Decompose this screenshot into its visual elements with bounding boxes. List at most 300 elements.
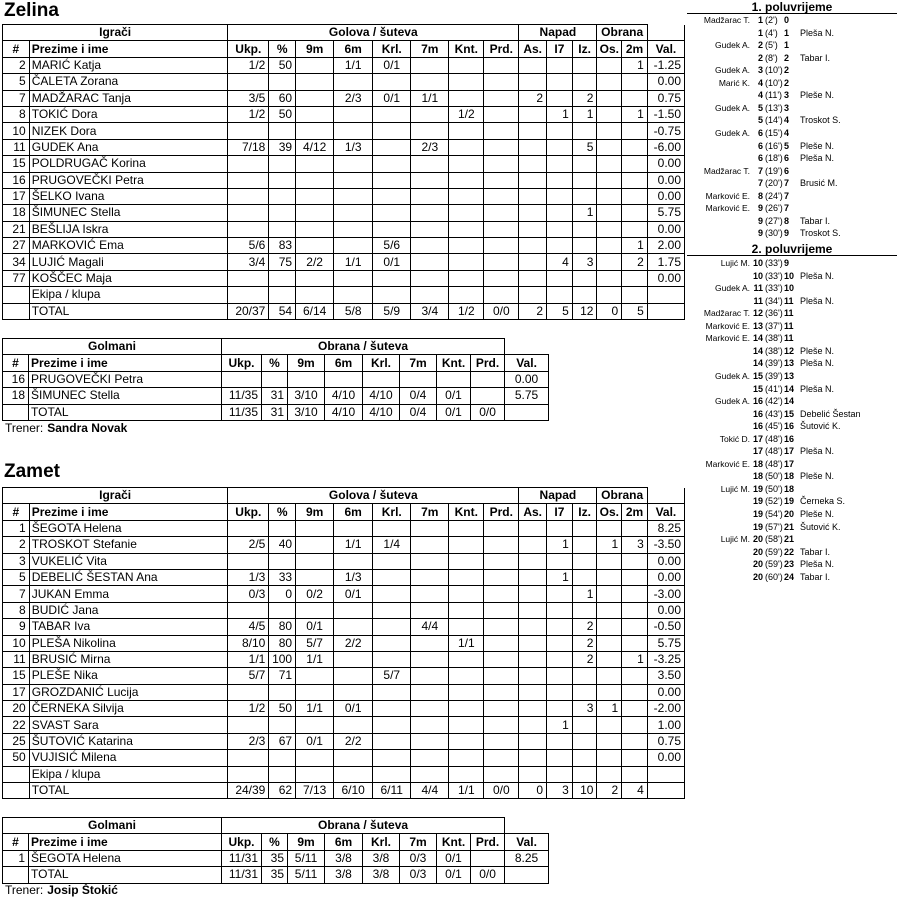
table-cell [449, 602, 484, 618]
home-score: 16 [752, 421, 763, 432]
table-cell: 1 [622, 106, 648, 122]
table-cell [449, 684, 484, 700]
table-cell [449, 520, 484, 536]
table-cell [622, 635, 648, 651]
table-cell: 1 [572, 586, 597, 602]
away-score: 9 [784, 228, 790, 239]
table-cell: 16 [3, 172, 30, 188]
away-scorer: Troskot S. [800, 228, 841, 239]
table-cell: 21 [3, 221, 30, 237]
table-cell: 1 [622, 238, 648, 254]
away-score: 17 [784, 446, 795, 457]
home-scorer: Tokić D. [719, 433, 750, 444]
column-header: # [3, 355, 29, 371]
table-cell: 5/6 [228, 238, 269, 254]
table-cell: 5.75 [505, 388, 549, 404]
table-cell [449, 750, 484, 766]
away-score: 18 [784, 483, 795, 494]
score-event [687, 332, 897, 344]
total-cell: 5/9 [373, 303, 411, 319]
table-cell: 0.75 [647, 90, 684, 106]
total-cell: 20/37 [228, 303, 269, 319]
table-cell [373, 520, 411, 536]
table-cell [334, 74, 373, 90]
column-header: Val. [647, 504, 684, 520]
table-cell: POLDRUGAČ Korina [29, 156, 228, 172]
column-header: Ukp. [222, 834, 262, 850]
table-cell [484, 74, 519, 90]
away-scorer: Pleša N. [800, 446, 835, 457]
total-cell: 7/13 [296, 783, 334, 799]
table-cell [547, 520, 573, 536]
table-cell [484, 635, 519, 651]
table-cell [334, 221, 373, 237]
table-cell [597, 520, 622, 536]
ekipa-label: Ekipa / klupa [29, 287, 228, 303]
group-igraci: Igrači [3, 488, 228, 504]
score-event [687, 102, 897, 114]
total-cell: TOTAL [29, 404, 222, 420]
total-cell: 2 [519, 303, 547, 319]
table-cell: -2.00 [647, 701, 684, 717]
table-cell [449, 238, 484, 254]
table-cell [471, 388, 505, 404]
table-cell [597, 750, 622, 766]
score-event [687, 89, 897, 101]
away-scorer: Tabar I. [800, 52, 831, 63]
table-cell: PRUGOVEČKI Petra [29, 371, 222, 387]
table-cell [334, 684, 373, 700]
away-score: 2 [784, 77, 790, 88]
table-cell [572, 733, 597, 749]
table-cell [547, 668, 573, 684]
table-cell [373, 553, 411, 569]
away-scorer: Šutović K. [800, 521, 841, 532]
table-cell [597, 569, 622, 585]
table-cell [597, 651, 622, 667]
table-cell [449, 221, 484, 237]
table-row [3, 106, 685, 122]
away-scorer: Pleše N. [800, 140, 835, 151]
table-cell [519, 188, 547, 204]
score-event [687, 345, 897, 357]
table-cell [296, 602, 334, 618]
table-cell: 7 [3, 90, 30, 106]
table-row [3, 188, 685, 204]
table-cell [449, 205, 484, 221]
table-cell [622, 520, 648, 536]
home-score: 20 [752, 546, 763, 557]
home-score: 9 [757, 203, 763, 214]
home-score: 6 [757, 140, 763, 151]
table-cell: 0/1 [334, 586, 373, 602]
home-scorer: Gudek A. [715, 65, 750, 76]
home-score: 14 [752, 358, 763, 369]
table-cell: 3/4 [228, 254, 269, 270]
home-players-table [2, 24, 685, 320]
column-header: Prezime i ime [29, 41, 228, 57]
table-cell [449, 123, 484, 139]
table-cell [547, 221, 573, 237]
score-event [687, 27, 897, 39]
table-cell: 5/7 [228, 668, 269, 684]
total-cell: 0/0 [471, 867, 505, 883]
column-header: % [262, 834, 288, 850]
table-row [3, 701, 685, 717]
away-score: 1 [784, 27, 790, 38]
half2-divider [687, 255, 897, 256]
column-header: 6m [325, 355, 363, 371]
total-cell: 3/8 [325, 867, 363, 883]
table-cell: 0.75 [647, 733, 684, 749]
home-score: 18 [752, 471, 763, 482]
table-cell [484, 684, 519, 700]
minute: (15') [765, 127, 783, 138]
table-cell [622, 733, 648, 749]
table-cell [449, 57, 484, 73]
table-cell: MADŽARAC Tanja [29, 90, 228, 106]
away-score: 4 [784, 127, 790, 138]
home-score: 18 [752, 458, 763, 469]
table-cell [449, 733, 484, 749]
table-cell: 1/1 [334, 254, 373, 270]
table-cell: TOKIĆ Dora [29, 106, 228, 122]
table-cell: 0/1 [296, 733, 334, 749]
away-coach [5, 883, 118, 897]
table-cell: 0.00 [647, 684, 684, 700]
home-score: 17 [752, 433, 763, 444]
table-cell [597, 668, 622, 684]
total-cell: 5 [547, 303, 573, 319]
table-cell: MARIĆ Katja [29, 57, 228, 73]
table-cell [519, 254, 547, 270]
table-cell [269, 602, 296, 618]
table-cell [622, 221, 648, 237]
home-score: 9 [757, 228, 763, 239]
table-cell: 10 [3, 635, 30, 651]
table-cell [296, 238, 334, 254]
home-score: 19 [752, 496, 763, 507]
home-score: 17 [752, 446, 763, 457]
home-scorer: Gudek A. [715, 40, 750, 51]
minute: (20') [765, 178, 783, 189]
minute: (16') [765, 140, 783, 151]
table-cell: 1/1 [334, 57, 373, 73]
table-cell [449, 156, 484, 172]
table-cell [296, 270, 334, 286]
table-cell [484, 238, 519, 254]
away-score: 11 [784, 295, 794, 306]
table-cell [269, 287, 296, 303]
table-cell [334, 766, 373, 782]
table-cell [449, 188, 484, 204]
table-cell: 50 [269, 701, 296, 717]
table-cell [597, 205, 622, 221]
table-row [3, 156, 685, 172]
table-cell: ČALETA Zorana [29, 74, 228, 90]
column-header: 9m [296, 504, 334, 520]
score-event [687, 320, 897, 332]
away-scorer: Pleša N. [800, 559, 835, 570]
score-event [687, 282, 897, 294]
minute: (38') [765, 345, 783, 356]
minute: (39') [765, 370, 783, 381]
gk-row [3, 388, 549, 404]
table-cell [411, 74, 449, 90]
table-row-ekipa [3, 766, 685, 782]
table-cell [572, 602, 597, 618]
table-cell: 2 [572, 619, 597, 635]
group-blank [505, 339, 549, 355]
table-cell [572, 270, 597, 286]
table-cell [228, 270, 269, 286]
table-cell [269, 717, 296, 733]
home-score: 7 [757, 165, 763, 176]
home-score: 7 [757, 178, 763, 189]
table-cell [519, 205, 547, 221]
home-score: 14 [752, 345, 763, 356]
table-cell [228, 520, 269, 536]
total-cell: 2 [597, 783, 622, 799]
table-cell: 1/1 [296, 651, 334, 667]
table-cell [547, 188, 573, 204]
column-header: Prd. [471, 355, 505, 371]
total-cell [3, 867, 29, 883]
total-cell: 12 [572, 303, 597, 319]
minute: (30') [765, 228, 783, 239]
table-cell [228, 602, 269, 618]
table-cell [373, 270, 411, 286]
table-cell: 1 [597, 537, 622, 553]
table-cell [572, 537, 597, 553]
group-napad: Napad [519, 25, 597, 41]
gk-column-header [3, 834, 549, 850]
away-score: 5 [784, 140, 790, 151]
table-cell: 75 [269, 254, 296, 270]
table-cell [269, 766, 296, 782]
column-header: Krl. [373, 41, 411, 57]
table-cell [572, 57, 597, 73]
table-cell [449, 651, 484, 667]
home-scorer: Gudek A. [715, 102, 750, 113]
gk-group-header [3, 818, 549, 834]
table-cell [449, 74, 484, 90]
table-cell [449, 586, 484, 602]
table-cell: 0.00 [505, 371, 549, 387]
away-score: 20 [784, 509, 795, 519]
table-cell [373, 635, 411, 651]
table-cell [547, 57, 573, 73]
table-cell: 50 [3, 750, 30, 766]
table-cell [622, 668, 648, 684]
table-cell [519, 172, 547, 188]
table-cell: MARKOVIĆ Ema [29, 238, 228, 254]
score-event [687, 307, 897, 319]
home-score: 2 [757, 52, 763, 63]
table-cell: 3 [572, 701, 597, 717]
minute: (54') [765, 509, 783, 519]
home-scorer: Marković E. [705, 333, 750, 344]
table-cell [449, 287, 484, 303]
team-title-away: Zamet [4, 461, 60, 482]
table-cell: 3 [622, 537, 648, 553]
table-cell: 7/18 [228, 139, 269, 155]
table-cell: 3 [572, 254, 597, 270]
away-score: 2 [784, 65, 790, 76]
total-cell: 4 [622, 783, 648, 799]
minute: (59') [765, 559, 783, 570]
away-scorer: Troskot S. [800, 115, 841, 126]
home-score: 2 [757, 40, 763, 51]
minute: (48') [765, 458, 783, 469]
table-cell: 1/1 [296, 701, 334, 717]
away-scorer: Pleša N. [800, 295, 835, 306]
score-event [687, 64, 897, 76]
group-blank [505, 818, 549, 834]
table-cell: 3/5 [228, 90, 269, 106]
table-cell [411, 766, 449, 782]
table-cell [519, 602, 547, 618]
table-cell: 34 [3, 254, 30, 270]
table-cell [519, 766, 547, 782]
table-row [3, 553, 685, 569]
table-cell [572, 750, 597, 766]
table-cell [411, 270, 449, 286]
home-score: 5 [757, 115, 763, 126]
table-row [3, 254, 685, 270]
column-header: 9m [288, 355, 325, 371]
score-event [687, 420, 897, 432]
table-cell: TABAR Iva [29, 619, 228, 635]
home-score: 11 [753, 295, 763, 306]
table-cell [547, 733, 573, 749]
table-row [3, 635, 685, 651]
ekipa-label: Ekipa / klupa [29, 766, 228, 782]
table-cell [519, 270, 547, 286]
table-cell [597, 238, 622, 254]
home-score: 16 [752, 396, 763, 407]
table-row [3, 717, 685, 733]
column-header: Iz. [572, 41, 597, 57]
table-cell [269, 270, 296, 286]
table-cell [572, 74, 597, 90]
table-cell [411, 684, 449, 700]
column-header: % [269, 504, 296, 520]
gk-column-header [3, 355, 549, 371]
table-cell [325, 371, 363, 387]
table-cell [411, 733, 449, 749]
table-cell: 83 [269, 238, 296, 254]
table-cell [373, 733, 411, 749]
table-cell [597, 57, 622, 73]
table-cell [296, 221, 334, 237]
table-cell: JUKAN Emma [29, 586, 228, 602]
table-cell: 15 [3, 156, 30, 172]
table-cell [296, 766, 334, 782]
table-cell [622, 586, 648, 602]
table-row [3, 569, 685, 585]
table-cell [373, 619, 411, 635]
table-cell [547, 684, 573, 700]
table-cell [622, 287, 648, 303]
table-cell: 1/1 [449, 635, 484, 651]
away-scorer: Pleše N. [800, 90, 835, 101]
away-players-table [2, 487, 685, 799]
column-header: Ukp. [222, 355, 262, 371]
total-cell: 62 [269, 783, 296, 799]
table-cell [373, 684, 411, 700]
home-scorer: Gudek A. [715, 127, 750, 138]
table-cell: 0/1 [373, 90, 411, 106]
table-cell: 2/3 [228, 733, 269, 749]
home-score: 19 [752, 521, 763, 532]
column-header: Knt. [437, 355, 471, 371]
table-cell [437, 371, 471, 387]
home-scorer: Marković E. [705, 203, 750, 214]
table-cell [572, 156, 597, 172]
table-cell [411, 701, 449, 717]
table-cell: 1.00 [647, 717, 684, 733]
column-header: Krl. [373, 504, 411, 520]
minute: (4') [765, 27, 778, 38]
table-cell [622, 90, 648, 106]
column-header: 9m [288, 834, 325, 850]
team-title-home: Zelina [4, 0, 59, 21]
total-cell: 0 [519, 783, 547, 799]
minute: (42') [765, 396, 783, 407]
home-score: 16 [752, 408, 763, 419]
away-scorer: Pleše N. [800, 471, 835, 482]
table-cell: 0/1 [437, 850, 471, 866]
table-cell [411, 287, 449, 303]
table-cell [547, 553, 573, 569]
home-score: 6 [757, 127, 763, 138]
home-scorer: Marković E. [705, 190, 750, 201]
away-score: 0 [784, 15, 790, 25]
table-cell [449, 553, 484, 569]
total-cell: 0/3 [400, 867, 437, 883]
score-event [687, 495, 897, 507]
table-cell [334, 238, 373, 254]
minute: (52') [765, 496, 783, 507]
table-cell [622, 684, 648, 700]
column-header: Prezime i ime [29, 834, 222, 850]
table-cell: 1/1 [228, 651, 269, 667]
minute: (39') [765, 358, 783, 369]
total-cell: 3/10 [288, 404, 325, 420]
away-score: 11 [784, 320, 794, 331]
table-cell [597, 106, 622, 122]
total-cell: 10 [572, 783, 597, 799]
table-cell: 10 [3, 123, 30, 139]
table-cell [3, 287, 30, 303]
table-cell: 50 [269, 57, 296, 73]
table-cell [411, 520, 449, 536]
column-header: Os. [597, 504, 622, 520]
total-cell: 0/1 [437, 867, 471, 883]
table-cell [296, 717, 334, 733]
table-cell: PRUGOVEČKI Petra [29, 172, 228, 188]
table-cell [572, 684, 597, 700]
table-cell [622, 172, 648, 188]
group-golmani: Golmani [3, 818, 222, 834]
away-scorer: Tabar I. [800, 571, 831, 582]
column-header: Knt. [437, 834, 471, 850]
table-cell [622, 717, 648, 733]
table-cell [411, 635, 449, 651]
table-cell: 60 [269, 90, 296, 106]
score-event [687, 39, 897, 51]
